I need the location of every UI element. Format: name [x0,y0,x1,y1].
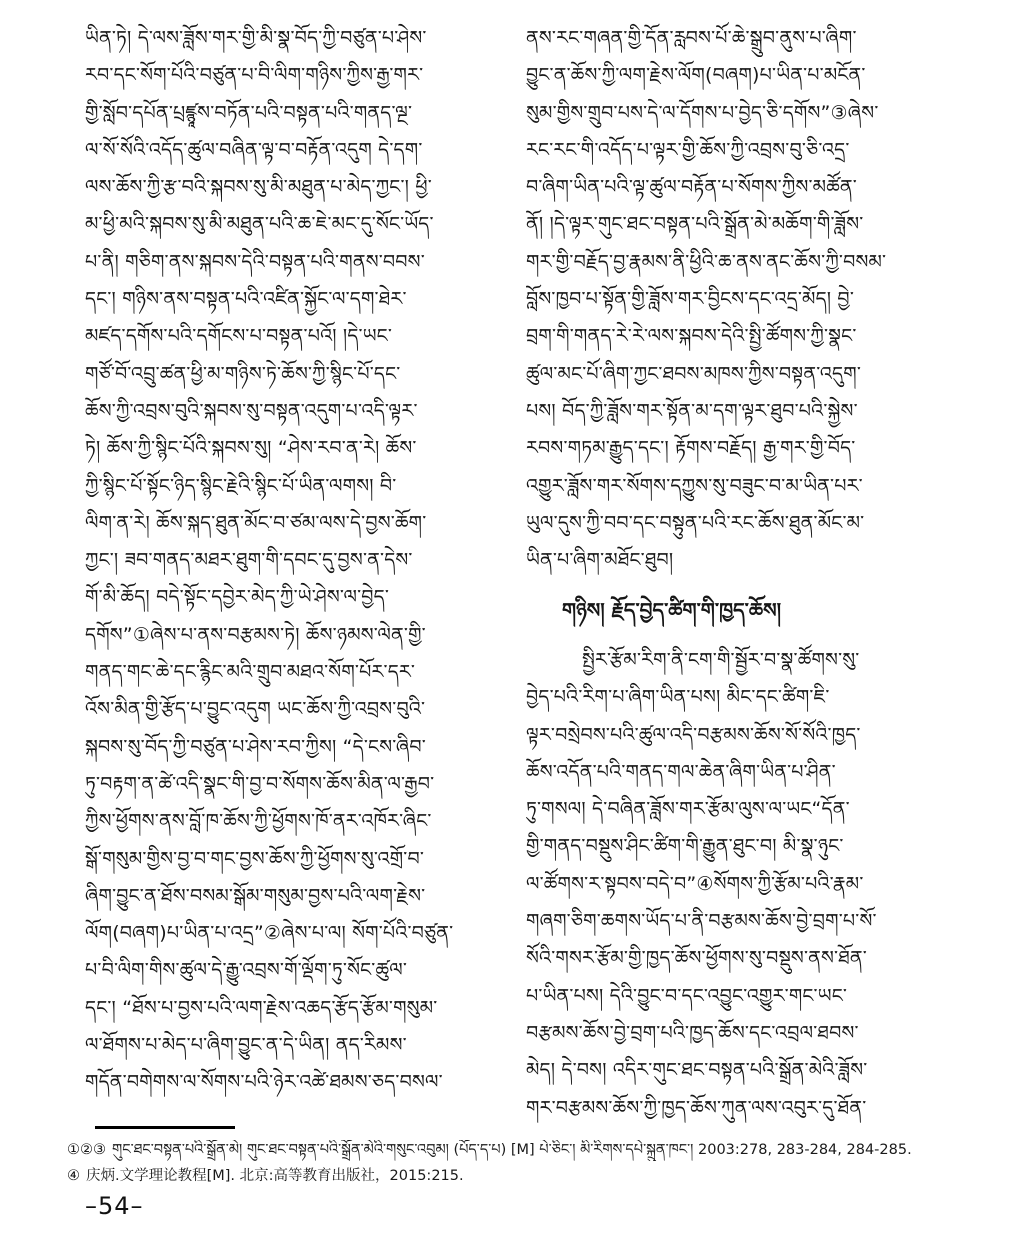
footnote-2 [67,1166,959,1187]
text-line: སོའི་གསར་རྩོམ་གྱི་ཁྱད་ཆོས་ཕྱོགས་སུ་བསྡུས་ནས་ཐོན་ [526,947,867,970]
text-line: ལྟར་བསྲེབས་པའི་ཚུལ་འདི་བརྩམས་ཆོས་སོ་སོའི་ཁྱད་ [526,723,861,746]
text-line: ཆོས་འདོན་པའི་གནད་གལ་ཆེན་ཞིག་ཡིན་པ་ཤིན་ [526,760,836,783]
text-line: སྤྱིར་རྩོམ་རིག་ནི་ངག་གི་སྦྱོར་བ་སྣ་ཚོགས་སུ་ [582,649,860,671]
text-line: ལིག་ན་རེ། ཆོས་སྐད་ཐུན་མོང་བ་ཙམ་ལས་དེ་བྱས་ཆོག་ [85,511,427,534]
footnote-1-text: གུང་ཐང་བསྟན་པའི་སྒྲོན་མེ། གུང་ཐང་བསྟན་པའི་སྒྲོན་མེའི་གསུང་འབུམ། (པོད་ད་པ) [M] པེ་ཅིང་། མི་རིགས་དཔེ་སྐྲུན་ཁང་། 2003:278, 283-284, 284-285. [112,1142,912,1158]
text-line: ཡིན་ཏེ། དེ་ལས་ཟློས་གར་གྱི་མི་སྣ་བོད་ཀྱི་བཙུན་པ་ཤེས་ [85,27,427,49]
text-line: ལ་སོ་སོའི་འདོད་ཚུལ་བཞིན་ལྟ་བ་བརྟོན་འདུག དེ་དག་ [85,138,423,161]
text-line: བརྩམས་ཆོས་བྱེ་བྲག་པའི་ཁྱད་ཆོས་དང་འབྲལ་ཐབས་ [526,1021,859,1044]
text-line: གྱི་གནད་བསྡུས་ཤིང་ཚིག་གི་རྒྱུན་ཐུང་བ། མི་སྣ་ཉུང་ [526,835,844,858]
text-line: ལ་ཐོགས་པ་མེད་པ་ཞིག་བྱུང་ན་དེ་ཡིན། ནད་རིམས་ [85,1034,407,1057]
text-line: བྲག་གི་གནད་རེ་རེ་ལས་སྐབས་དེའི་སྤྱི་ཚོགས་ཀྱི་སྣང་ [526,325,857,348]
text-line: ཡུལ་དུས་ཀྱི་བབ་དང་བསྟུན་པའི་རང་ཆོས་ཐུན་མོང་མ་ [526,511,865,534]
text-line: སྒོ་གསུམ་གྱིས་བྱ་བ་གང་བྱས་ཆོས་ཀྱི་ཕྱོགས་སུ་འགྲོ་བ་ [85,847,425,870]
page-number: –54– [85,1192,144,1220]
text-line: རབ་དང་སོག་པོའི་བཙུན་པ་བི་ལིག་གཉིས་ཀྱིས་རྒྱ་གར་ [85,64,424,87]
text-line: མེད། དེ་བས། འདིར་གུང་ཐང་བསྟན་པའི་སྒྲོན་མེའི་ཟློས་ [526,1059,868,1082]
text-line: བྱུང་ན་ཆོས་ཀྱི་ལག་རྗེས་ལོག(བཞག)པ་ཡིན་པ་མངོན་ [526,64,866,87]
text-line: གཞག་ཅིག་ཆགས་ཡོད་པ་ནི་བརྩམས་ཆོས་བྱེ་བྲག་པ་སོ་ [526,910,877,933]
text-line: ཚུལ་མང་པོ་ཞིག་ཀྱང་ཐབས་མཁས་ཀྱིས་བསྟན་འདུག་ [526,362,862,385]
footnote-2-text: 庆炳.文学理论教程[M]. 北京:高等教育出版社，2015:215. [86,1168,464,1184]
text-line: འོས་མིན་གྱི་རྩོད་པ་བྱུང་འདུག ཡང་ཆོས་ཀྱི་འབྲས་བུའི་ [85,698,426,721]
text-line: བློས་ཁྱབ་པ་སྟོན་གྱི་ཟློས་གར་བྱིངས་དང་འདྲ་མོད། བྱེ་ [526,288,855,311]
text-line: གཙོ་བོ་འབྲུ་ཚན་ཕྱི་མ་གཉིས་ཏེ་ཆོས་ཀྱི་སྙིང་པོ་དང་ [85,362,401,385]
text-line: ཏེ། ཆོས་ཀྱི་སྙིང་པོའི་སྐབས་སུ། “ཤེས་རབ་ན་རེ། ཆོས་ [85,437,417,460]
text-line: ནོ། །དེ་ལྟར་གུང་ཐང་བསྟན་པའི་སྒྲོན་མེ་མཆོག་གི་ཟློས་ [526,213,864,236]
text-line: གདོན་བགེགས་ལ་སོགས་པའི་ཉེར་འཚེ་ཐམས་ཅད་བསལ་ [85,1071,443,1094]
text-line: གར་གྱི་བརྗོད་བྱ་རྣམས་ནི་ཕྱིའི་ཆ་ནས་ནང་ཆོས་ཀྱི་བསམ་ [526,250,887,273]
text-line: ཀྱིས་ཕྱོགས་ནས་བློ་ཁ་ཆོས་ཀྱི་ཕྱོགས་ཁོ་ནར་འཁོར་ཞིང་ [85,810,432,833]
text-line: རང་རང་གི་འདོད་པ་ལྟར་གྱི་ཆོས་ཀྱི་འབྲས་བུ་ཅི་འདྲ་ [526,138,850,161]
text-line: དང་། གཉིས་ནས་བསྟན་པའི་འཛིན་སྐྱོང་ལ་དག་ཐེར་ [85,288,407,311]
text-line: དང་། “ཐོས་པ་བྱས་པའི་ལག་རྗེས་འཆད་རྩོད་རྩོམ་གསུམ་ [85,996,438,1019]
right-text-column-bottom [526,642,956,1127]
text-line: ཀྱི་སྙིང་པོ་སྟོང་ཉིད་སྙིང་རྗེའི་སྙིང་པོ་ཡིན་ལགས། བི་ [85,474,397,497]
text-line: ཀྱང་། ཟབ་གནད་མཐར་ཐུག་གི་དབང་དུ་བྱས་ན་དེས་ [85,549,413,572]
text-line: ནས་རང་གཞན་གྱི་དོན་རླབས་པོ་ཆེ་སྒྲུབ་ནུས་པ་ཞིག་ [526,27,857,49]
text-line: འགྱུར་ཟློས་གར་སོགས་དཀྱུས་སུ་བཟུང་བ་མ་ཡིན་པར་ [526,474,863,497]
text-line: མ་ཕྱི་མའི་སྐབས་སུ་མི་མཐུན་པའི་ཆ་ཇེ་མང་དུ་སོང་ཡོད་ [85,213,434,236]
right-text-column-top [526,20,956,579]
text-line: པ་བི་ལིག་གིས་ཚུལ་དེ་རྒྱུ་འབྲས་གོ་ལྡོག་ཏུ་སོང་ཚུལ་ [85,959,408,982]
text-line: པ་ཡིན་པས། དེའི་བྱུང་བ་དང་འབྱུང་འགྱུར་གང་ཡང་ [526,984,848,1007]
text-line: ལ་ཚོགས་ར་སྟབས་བདེ་བ”④སོགས་ཀྱི་རྩོམ་པའི་རྣམ་ [526,872,864,895]
text-line: ཏུ་བརྟག་ན་ཚེ་འདི་སྣང་གི་བྱ་བ་སོགས་ཆོས་མིན་ལ་རྒྱབ་ [85,772,435,795]
text-line: སུམ་གྱིས་གྲུབ་པས་དེ་ལ་དོགས་པ་བྱེད་ཅི་དགོས”③ཞེས་ [526,101,879,124]
text-line: དགོས”①ཞེས་པ་ནས་བརྩམས་ཏེ། ཆོས་ཉམས་ལེན་གྱི་ [85,623,426,646]
text-line: སྐབས་སུ་བོད་ཀྱི་བཙུན་པ་ཤེས་རབ་ཀྱིས། “དེ་ངས་ཞིབ་ [85,735,426,758]
text-line: མཛད་དགོས་པའི་དགོངས་པ་བསྟན་པའོ། །དེ་ཡང་ [85,325,393,348]
text-line: པ་ནི། གཅིག་ནས་སྐབས་དེའི་བསྟན་པའི་གནས་བབས་ [85,250,425,273]
text-line: ཞིག་བྱུང་ན་ཐོས་བསམ་སྒོམ་གསུམ་བྱས་པའི་ལག་རྗེས་ [85,884,426,907]
footnote-divider [95,1126,235,1129]
left-text-column [85,20,509,1102]
text-line: བ་ཞིག་ཡིན་པའི་ལྟ་ཚུལ་བརྟོན་པ་སོགས་ཀྱིས་མཚོན་ [526,176,857,199]
footnote-1-marker: ①②③ [67,1142,106,1158]
text-line: གྱི་སློབ་དཔོན་པྲཛྙཱས་བཏོན་པའི་བསྟན་པའི་གནད་ལྔ་ [85,101,413,124]
text-line: ཡིན་པ་ཞིག་མཐོང་ཐུབ། [526,549,674,572]
text-line: གར་བརྩམས་ཆོས་ཀྱི་ཁྱད་ཆོས་ཀུན་ལས་འབུར་དུ་ཐོན་ [526,1096,867,1119]
text-line: ལས་ཆོས་ཀྱི་རྩ་བའི་སྐབས་སུ་མི་མཐུན་པ་མེད་ཀྱང་། ཕྱི་ [85,176,432,199]
text-line: རབས་གཏམ་རྒྱུད་དང་། རྟོགས་བརྗོད། རྒྱ་གར་གྱི་བོད་ [526,437,856,460]
text-line: པས། བོད་ཀྱི་ཟློས་གར་སྟོན་མ་དག་ལྟར་ཐུབ་པའི་སྐྱེས་ [526,399,858,422]
text-line: ཏུ་གསལ། དེ་བཞིན་ཟློས་གར་རྩོམ་ལུས་ལ་ཡང“དོན་ [526,798,850,821]
footnote-1 [67,1140,959,1161]
section-heading: གཉིས། རྗོད་བྱེད་ཚིག་གི་ཁྱད་ཆོས། [562,598,782,622]
footnote-2-marker: ④ [67,1168,80,1184]
text-line: གོ་མི་ཆོད། བདེ་སྟོང་དབྱེར་མེད་ཀྱི་ཡེ་ཤེས་ལ་བྱེད་ [85,586,390,609]
text-line: ལོག(བཞག)པ་ཡིན་པ་འདྲ”②ཞེས་པ་ལ། སོག་པོའི་བཙུན་ [85,922,454,945]
text-line: ཆོས་ཀྱི་འབྲས་བུའི་སྐབས་སུ་བསྟན་འདུག་པ་འདི་ལྟར་ [85,399,418,422]
text-line: བྱེད་པའི་རིག་པ་ཞིག་ཡིན་པས། མིང་དང་ཚིག་ཇི་ [526,686,830,709]
text-line: གནད་གང་ཆེ་དང་རྙིང་མའི་གྲུབ་མཐའ་སོག་པོར་དར་ [85,661,416,684]
